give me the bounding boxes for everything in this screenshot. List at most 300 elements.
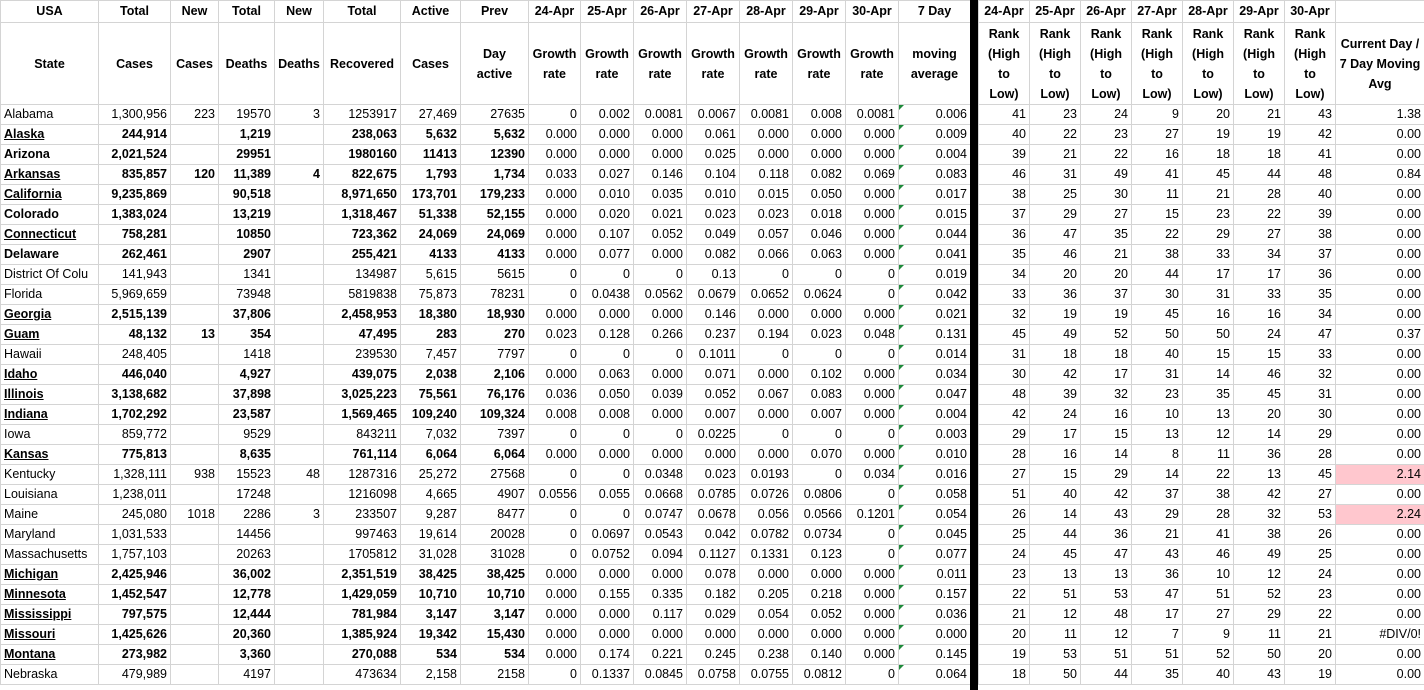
column-header[interactable]: Growth rate — [687, 23, 740, 105]
data-cell[interactable]: 0.069 — [846, 165, 899, 185]
column-header[interactable]: 26-Apr — [634, 1, 687, 23]
rank-cell[interactable]: 40 — [1132, 345, 1183, 365]
rank-cell[interactable]: 23 — [1081, 125, 1132, 145]
data-cell[interactable] — [275, 345, 324, 365]
data-cell[interactable]: 17248 — [219, 485, 275, 505]
rank-cell[interactable]: 21 — [1234, 105, 1285, 125]
rank-cell[interactable]: 42 — [1030, 365, 1081, 385]
column-header[interactable]: Rank (High to Low) — [1183, 23, 1234, 105]
data-cell[interactable]: 0.010 — [899, 445, 971, 465]
data-cell[interactable]: 473634 — [324, 665, 401, 685]
rank-cell[interactable]: 19 — [1285, 665, 1336, 685]
rank-cell[interactable]: 7 — [1132, 625, 1183, 645]
data-cell[interactable]: 37,806 — [219, 305, 275, 325]
data-cell[interactable]: 0.000 — [529, 245, 581, 265]
rank-cell[interactable]: 17 — [1030, 425, 1081, 445]
column-header[interactable]: 28-Apr — [1183, 1, 1234, 23]
data-cell[interactable]: 1,452,547 — [99, 585, 171, 605]
data-cell[interactable] — [275, 585, 324, 605]
column-header[interactable]: Rank (High to Low) — [1285, 23, 1336, 105]
rank-cell[interactable]: 46 — [979, 165, 1030, 185]
rank-cell[interactable]: 30 — [979, 365, 1030, 385]
data-cell[interactable]: 0.000 — [846, 205, 899, 225]
data-cell[interactable]: 0.0067 — [687, 105, 740, 125]
data-cell[interactable]: 0.000 — [634, 145, 687, 165]
column-header[interactable]: Growth rate — [581, 23, 634, 105]
data-cell[interactable]: 0.023 — [529, 325, 581, 345]
ratio-cell[interactable]: #DIV/0! — [1336, 625, 1424, 645]
data-cell[interactable]: 0.015 — [740, 185, 793, 205]
data-cell[interactable]: 0.335 — [634, 585, 687, 605]
column-header[interactable]: Rank (High to Low) — [1030, 23, 1081, 105]
data-cell[interactable]: 6,064 — [461, 445, 529, 465]
data-cell[interactable]: 0.0081 — [740, 105, 793, 125]
state-name-cell[interactable]: California — [1, 185, 99, 205]
data-cell[interactable]: 0 — [846, 485, 899, 505]
ratio-cell[interactable]: 2.24 — [1336, 505, 1424, 525]
data-cell[interactable]: 7,457 — [401, 345, 461, 365]
data-cell[interactable]: 0.000 — [846, 565, 899, 585]
rank-cell[interactable]: 50 — [1183, 325, 1234, 345]
rank-cell[interactable]: 22 — [1285, 605, 1336, 625]
rank-cell[interactable]: 35 — [979, 245, 1030, 265]
data-cell[interactable]: 0.009 — [899, 125, 971, 145]
data-cell[interactable] — [275, 545, 324, 565]
data-cell[interactable]: 9529 — [219, 425, 275, 445]
data-cell[interactable]: 2,351,519 — [324, 565, 401, 585]
data-cell[interactable]: 29951 — [219, 145, 275, 165]
data-cell[interactable]: 48 — [275, 465, 324, 485]
data-cell[interactable]: 0.000 — [634, 625, 687, 645]
column-header[interactable]: 27-Apr — [1132, 1, 1183, 23]
ratio-cell[interactable]: 0.00 — [1336, 365, 1424, 385]
state-name-cell[interactable]: Connecticut — [1, 225, 99, 245]
data-cell[interactable]: 0.000 — [581, 625, 634, 645]
rank-cell[interactable]: 21 — [979, 605, 1030, 625]
data-cell[interactable]: 0.0562 — [634, 285, 687, 305]
data-cell[interactable]: 5,969,659 — [99, 285, 171, 305]
rank-cell[interactable]: 19 — [979, 645, 1030, 665]
rank-cell[interactable]: 48 — [979, 385, 1030, 405]
data-cell[interactable]: 0.070 — [793, 445, 846, 465]
rank-cell[interactable]: 39 — [979, 145, 1030, 165]
rank-cell[interactable]: 51 — [1132, 645, 1183, 665]
rank-cell[interactable]: 47 — [1285, 325, 1336, 345]
ratio-cell[interactable]: 0.84 — [1336, 165, 1424, 185]
rank-cell[interactable]: 18 — [1183, 145, 1234, 165]
rank-cell[interactable]: 13 — [1234, 465, 1285, 485]
data-cell[interactable]: 0.016 — [899, 465, 971, 485]
rank-cell[interactable]: 31 — [1183, 285, 1234, 305]
state-name-cell[interactable]: Louisiana — [1, 485, 99, 505]
rank-cell[interactable]: 28 — [1183, 505, 1234, 525]
data-cell[interactable]: 859,772 — [99, 425, 171, 445]
data-cell[interactable]: 439,075 — [324, 365, 401, 385]
data-cell[interactable]: 0.0679 — [687, 285, 740, 305]
data-cell[interactable]: 141,943 — [99, 265, 171, 285]
data-cell[interactable]: 0.000 — [846, 405, 899, 425]
data-cell[interactable]: 0 — [529, 105, 581, 125]
data-cell[interactable]: 0.174 — [581, 645, 634, 665]
data-cell[interactable]: 12,778 — [219, 585, 275, 605]
data-cell[interactable]: 233507 — [324, 505, 401, 525]
rank-cell[interactable]: 37 — [1132, 485, 1183, 505]
data-cell[interactable]: 0.000 — [846, 625, 899, 645]
data-cell[interactable] — [171, 385, 219, 405]
rank-cell[interactable]: 31 — [1285, 385, 1336, 405]
data-cell[interactable]: 0 — [529, 465, 581, 485]
data-cell[interactable]: 10850 — [219, 225, 275, 245]
column-header[interactable]: Growth rate — [846, 23, 899, 105]
data-cell[interactable]: 0 — [846, 545, 899, 565]
data-cell[interactable]: 10,710 — [401, 585, 461, 605]
rank-cell[interactable]: 46 — [1183, 545, 1234, 565]
rank-cell[interactable]: 19 — [1030, 305, 1081, 325]
data-cell[interactable]: 5819838 — [324, 285, 401, 305]
rank-cell[interactable]: 45 — [1183, 165, 1234, 185]
data-cell[interactable]: 7,032 — [401, 425, 461, 445]
column-header[interactable]: Rank (High to Low) — [1132, 23, 1183, 105]
ratio-cell[interactable]: 1.38 — [1336, 105, 1424, 125]
data-cell[interactable]: 0.000 — [793, 305, 846, 325]
rank-cell[interactable]: 47 — [1081, 545, 1132, 565]
data-cell[interactable]: 27568 — [461, 465, 529, 485]
rank-cell[interactable]: 21 — [1030, 145, 1081, 165]
data-cell[interactable]: 0.052 — [634, 225, 687, 245]
data-cell[interactable]: 0.000 — [634, 125, 687, 145]
rank-cell[interactable]: 52 — [1234, 585, 1285, 605]
rank-cell[interactable]: 45 — [1285, 465, 1336, 485]
rank-cell[interactable]: 22 — [1132, 225, 1183, 245]
data-cell[interactable] — [275, 325, 324, 345]
data-cell[interactable]: 0.033 — [529, 165, 581, 185]
data-cell[interactable]: 5615 — [461, 265, 529, 285]
data-cell[interactable]: 0.000 — [529, 225, 581, 245]
column-header[interactable]: 25-Apr — [581, 1, 634, 23]
data-cell[interactable]: 1,318,467 — [324, 205, 401, 225]
data-cell[interactable]: 0.067 — [740, 385, 793, 405]
data-cell[interactable] — [275, 245, 324, 265]
rank-cell[interactable]: 12 — [1030, 605, 1081, 625]
data-cell[interactable]: 0.023 — [687, 205, 740, 225]
rank-cell[interactable]: 36 — [1132, 565, 1183, 585]
data-cell[interactable]: 0.054 — [740, 605, 793, 625]
rank-cell[interactable]: 9 — [1183, 625, 1234, 645]
data-cell[interactable]: 0.082 — [687, 245, 740, 265]
column-header[interactable] — [1336, 1, 1424, 23]
data-cell[interactable]: 0.002 — [581, 105, 634, 125]
rank-cell[interactable]: 36 — [1285, 265, 1336, 285]
data-cell[interactable]: 0.0193 — [740, 465, 793, 485]
rank-cell[interactable]: 23 — [1183, 205, 1234, 225]
ratio-cell[interactable]: 0.00 — [1336, 645, 1424, 665]
data-cell[interactable]: 120 — [171, 165, 219, 185]
rank-cell[interactable]: 18 — [1081, 345, 1132, 365]
rank-cell[interactable]: 17 — [1132, 605, 1183, 625]
rank-cell[interactable]: 22 — [1234, 205, 1285, 225]
data-cell[interactable]: 245,080 — [99, 505, 171, 525]
data-cell[interactable]: 24,069 — [401, 225, 461, 245]
state-name-cell[interactable]: Arizona — [1, 145, 99, 165]
data-cell[interactable]: 0.000 — [846, 585, 899, 605]
rank-cell[interactable]: 20 — [1183, 105, 1234, 125]
data-cell[interactable]: 0.023 — [740, 205, 793, 225]
data-cell[interactable]: 354 — [219, 325, 275, 345]
data-cell[interactable]: 2158 — [461, 665, 529, 685]
data-cell[interactable]: 0.015 — [899, 205, 971, 225]
data-cell[interactable]: 0.237 — [687, 325, 740, 345]
data-cell[interactable]: 0.000 — [740, 405, 793, 425]
rank-cell[interactable]: 25 — [979, 525, 1030, 545]
rank-cell[interactable]: 17 — [1234, 265, 1285, 285]
data-cell[interactable] — [171, 405, 219, 425]
data-cell[interactable]: 12390 — [461, 145, 529, 165]
data-cell[interactable]: 0.000 — [740, 145, 793, 165]
rank-cell[interactable]: 20 — [1030, 265, 1081, 285]
rank-cell[interactable]: 29 — [1081, 465, 1132, 485]
column-header[interactable]: Recovered — [324, 23, 401, 105]
data-cell[interactable]: 0 — [740, 345, 793, 365]
rank-cell[interactable]: 36 — [979, 225, 1030, 245]
rank-cell[interactable]: 28 — [1285, 445, 1336, 465]
data-cell[interactable] — [171, 205, 219, 225]
data-cell[interactable]: 0 — [529, 265, 581, 285]
data-cell[interactable]: 0.0556 — [529, 485, 581, 505]
data-cell[interactable]: 48,132 — [99, 325, 171, 345]
data-cell[interactable]: 1018 — [171, 505, 219, 525]
column-header[interactable]: 7 Day — [899, 1, 971, 23]
data-cell[interactable]: 0.000 — [846, 305, 899, 325]
rank-cell[interactable]: 9 — [1132, 105, 1183, 125]
state-name-cell[interactable]: Georgia — [1, 305, 99, 325]
rank-cell[interactable]: 50 — [1234, 645, 1285, 665]
rank-cell[interactable]: 11 — [1234, 625, 1285, 645]
data-cell[interactable]: 262,461 — [99, 245, 171, 265]
rank-cell[interactable]: 16 — [1183, 305, 1234, 325]
ratio-cell[interactable]: 0.37 — [1336, 325, 1424, 345]
rank-cell[interactable]: 24 — [1081, 105, 1132, 125]
ratio-cell[interactable]: 0.00 — [1336, 185, 1424, 205]
data-cell[interactable]: 0.000 — [581, 125, 634, 145]
rank-cell[interactable]: 21 — [1132, 525, 1183, 545]
data-cell[interactable]: 0.000 — [740, 125, 793, 145]
ratio-cell[interactable]: 0.00 — [1336, 265, 1424, 285]
column-header[interactable]: New — [171, 1, 219, 23]
rank-cell[interactable]: 33 — [979, 285, 1030, 305]
data-cell[interactable]: 0.0755 — [740, 665, 793, 685]
rank-cell[interactable]: 22 — [1183, 465, 1234, 485]
data-cell[interactable] — [275, 425, 324, 445]
data-cell[interactable]: 1341 — [219, 265, 275, 285]
data-cell[interactable]: 0.000 — [529, 445, 581, 465]
rank-cell[interactable]: 42 — [1081, 485, 1132, 505]
data-cell[interactable]: 0.205 — [740, 585, 793, 605]
data-cell[interactable]: 0.083 — [793, 385, 846, 405]
data-cell[interactable] — [275, 485, 324, 505]
column-header[interactable]: USA — [1, 1, 99, 23]
rank-cell[interactable]: 41 — [1132, 165, 1183, 185]
data-cell[interactable]: 0.071 — [687, 365, 740, 385]
data-cell[interactable]: 1,425,626 — [99, 625, 171, 645]
data-cell[interactable]: 0.000 — [529, 645, 581, 665]
rank-cell[interactable]: 40 — [1285, 185, 1336, 205]
data-cell[interactable] — [275, 645, 324, 665]
rank-cell[interactable]: 29 — [1234, 605, 1285, 625]
rank-cell[interactable]: 14 — [1132, 465, 1183, 485]
data-cell[interactable]: 1,031,533 — [99, 525, 171, 545]
data-cell[interactable]: 1,238,011 — [99, 485, 171, 505]
data-cell[interactable]: 0.000 — [529, 625, 581, 645]
column-header[interactable]: 27-Apr — [687, 1, 740, 23]
data-cell[interactable]: 0.000 — [793, 145, 846, 165]
rank-cell[interactable]: 20 — [1081, 265, 1132, 285]
data-cell[interactable]: 0.042 — [687, 525, 740, 545]
rank-cell[interactable]: 32 — [1285, 365, 1336, 385]
data-cell[interactable]: 3,360 — [219, 645, 275, 665]
data-cell[interactable]: 75,873 — [401, 285, 461, 305]
data-cell[interactable]: 8,635 — [219, 445, 275, 465]
data-cell[interactable]: 2,458,953 — [324, 305, 401, 325]
state-name-cell[interactable]: District Of Colu — [1, 265, 99, 285]
data-cell[interactable]: 0 — [846, 425, 899, 445]
column-header[interactable]: 30-Apr — [1285, 1, 1336, 23]
rank-cell[interactable]: 36 — [1234, 445, 1285, 465]
rank-cell[interactable]: 32 — [1081, 385, 1132, 405]
rank-cell[interactable]: 15 — [1081, 425, 1132, 445]
data-cell[interactable]: 0.000 — [846, 245, 899, 265]
data-cell[interactable]: 0.221 — [634, 645, 687, 665]
data-cell[interactable]: 0.021 — [899, 305, 971, 325]
column-header[interactable]: Cases — [99, 23, 171, 105]
rank-cell[interactable]: 22 — [1081, 145, 1132, 165]
rank-cell[interactable]: 52 — [1183, 645, 1234, 665]
data-cell[interactable]: 0.000 — [529, 145, 581, 165]
rank-cell[interactable]: 19 — [1081, 305, 1132, 325]
data-cell[interactable]: 0.007 — [793, 405, 846, 425]
rank-cell[interactable]: 46 — [1030, 245, 1081, 265]
data-cell[interactable]: 0.0225 — [687, 425, 740, 445]
data-cell[interactable]: 0.047 — [899, 385, 971, 405]
data-cell[interactable]: 18,380 — [401, 305, 461, 325]
data-cell[interactable] — [275, 125, 324, 145]
data-cell[interactable]: 0.000 — [899, 625, 971, 645]
data-cell[interactable]: 6,064 — [401, 445, 461, 465]
ratio-cell[interactable]: 0.00 — [1336, 605, 1424, 625]
data-cell[interactable]: 0.0734 — [793, 525, 846, 545]
column-header[interactable]: Rank (High to Low) — [1234, 23, 1285, 105]
data-cell[interactable]: 0 — [793, 345, 846, 365]
data-cell[interactable]: 0.004 — [899, 145, 971, 165]
data-cell[interactable]: 1705812 — [324, 545, 401, 565]
column-header[interactable]: Active — [401, 1, 461, 23]
state-name-cell[interactable]: Florida — [1, 285, 99, 305]
data-cell[interactable]: 0.117 — [634, 605, 687, 625]
data-cell[interactable]: 1,569,465 — [324, 405, 401, 425]
data-cell[interactable]: 0.0543 — [634, 525, 687, 545]
data-cell[interactable]: 0.000 — [846, 145, 899, 165]
rank-cell[interactable]: 13 — [1183, 405, 1234, 425]
data-cell[interactable]: 0.000 — [687, 445, 740, 465]
data-cell[interactable] — [275, 405, 324, 425]
data-cell[interactable]: 0.0845 — [634, 665, 687, 685]
rank-cell[interactable]: 49 — [1081, 165, 1132, 185]
data-cell[interactable]: 0.266 — [634, 325, 687, 345]
data-cell[interactable]: 0.245 — [687, 645, 740, 665]
data-cell[interactable]: 0.036 — [529, 385, 581, 405]
rank-cell[interactable]: 51 — [1183, 585, 1234, 605]
data-cell[interactable]: 24,069 — [461, 225, 529, 245]
data-cell[interactable] — [171, 665, 219, 685]
ratio-cell[interactable]: 0.00 — [1336, 145, 1424, 165]
data-cell[interactable]: 2286 — [219, 505, 275, 525]
rank-cell[interactable]: 35 — [1183, 385, 1234, 405]
column-header[interactable]: Prev — [461, 1, 529, 23]
data-cell[interactable]: 73948 — [219, 285, 275, 305]
rank-cell[interactable]: 43 — [1132, 545, 1183, 565]
data-cell[interactable]: 2907 — [219, 245, 275, 265]
data-cell[interactable]: 0.056 — [740, 505, 793, 525]
data-cell[interactable] — [275, 525, 324, 545]
data-cell[interactable]: 0.0812 — [793, 665, 846, 685]
rank-cell[interactable]: 43 — [1234, 665, 1285, 685]
data-cell[interactable]: 0.050 — [793, 185, 846, 205]
column-header[interactable]: State — [1, 23, 99, 105]
state-name-cell[interactable]: Hawaii — [1, 345, 99, 365]
data-cell[interactable]: 0.003 — [899, 425, 971, 445]
ratio-cell[interactable]: 0.00 — [1336, 285, 1424, 305]
data-cell[interactable]: 0.019 — [899, 265, 971, 285]
rank-cell[interactable]: 49 — [1030, 325, 1081, 345]
rank-cell[interactable]: 19 — [1234, 125, 1285, 145]
data-cell[interactable]: 8,971,650 — [324, 185, 401, 205]
column-header[interactable]: 29-Apr — [1234, 1, 1285, 23]
rank-cell[interactable]: 45 — [1234, 385, 1285, 405]
rank-cell[interactable]: 26 — [979, 505, 1030, 525]
column-header[interactable]: Total — [99, 1, 171, 23]
state-name-cell[interactable]: Montana — [1, 645, 99, 665]
rank-cell[interactable]: 24 — [1030, 405, 1081, 425]
data-cell[interactable]: 0 — [529, 545, 581, 565]
data-cell[interactable]: 19,342 — [401, 625, 461, 645]
data-cell[interactable]: 0.000 — [846, 445, 899, 465]
data-cell[interactable]: 0.000 — [740, 565, 793, 585]
state-name-cell[interactable]: Michigan — [1, 565, 99, 585]
data-cell[interactable]: 0.025 — [687, 145, 740, 165]
rank-cell[interactable]: 14 — [1030, 505, 1081, 525]
rank-cell[interactable]: 48 — [1081, 605, 1132, 625]
data-cell[interactable]: 0.057 — [740, 225, 793, 245]
data-cell[interactable] — [275, 305, 324, 325]
data-cell[interactable]: 0.0752 — [581, 545, 634, 565]
column-header[interactable]: Rank (High to Low) — [979, 23, 1030, 105]
column-header[interactable]: Rank (High to Low) — [1081, 23, 1132, 105]
rank-cell[interactable]: 30 — [1132, 285, 1183, 305]
data-cell[interactable]: 0 — [529, 425, 581, 445]
data-cell[interactable]: 90,518 — [219, 185, 275, 205]
data-cell[interactable] — [275, 185, 324, 205]
data-cell[interactable]: 15,430 — [461, 625, 529, 645]
data-cell[interactable] — [171, 425, 219, 445]
data-cell[interactable]: 0.000 — [740, 445, 793, 465]
data-cell[interactable]: 8477 — [461, 505, 529, 525]
data-cell[interactable]: 0.000 — [846, 385, 899, 405]
data-cell[interactable]: 2,515,139 — [99, 305, 171, 325]
data-cell[interactable]: 0.0806 — [793, 485, 846, 505]
data-cell[interactable]: 5,615 — [401, 265, 461, 285]
data-cell[interactable]: 0.107 — [581, 225, 634, 245]
data-cell[interactable]: 2,106 — [461, 365, 529, 385]
data-cell[interactable]: 0.0678 — [687, 505, 740, 525]
